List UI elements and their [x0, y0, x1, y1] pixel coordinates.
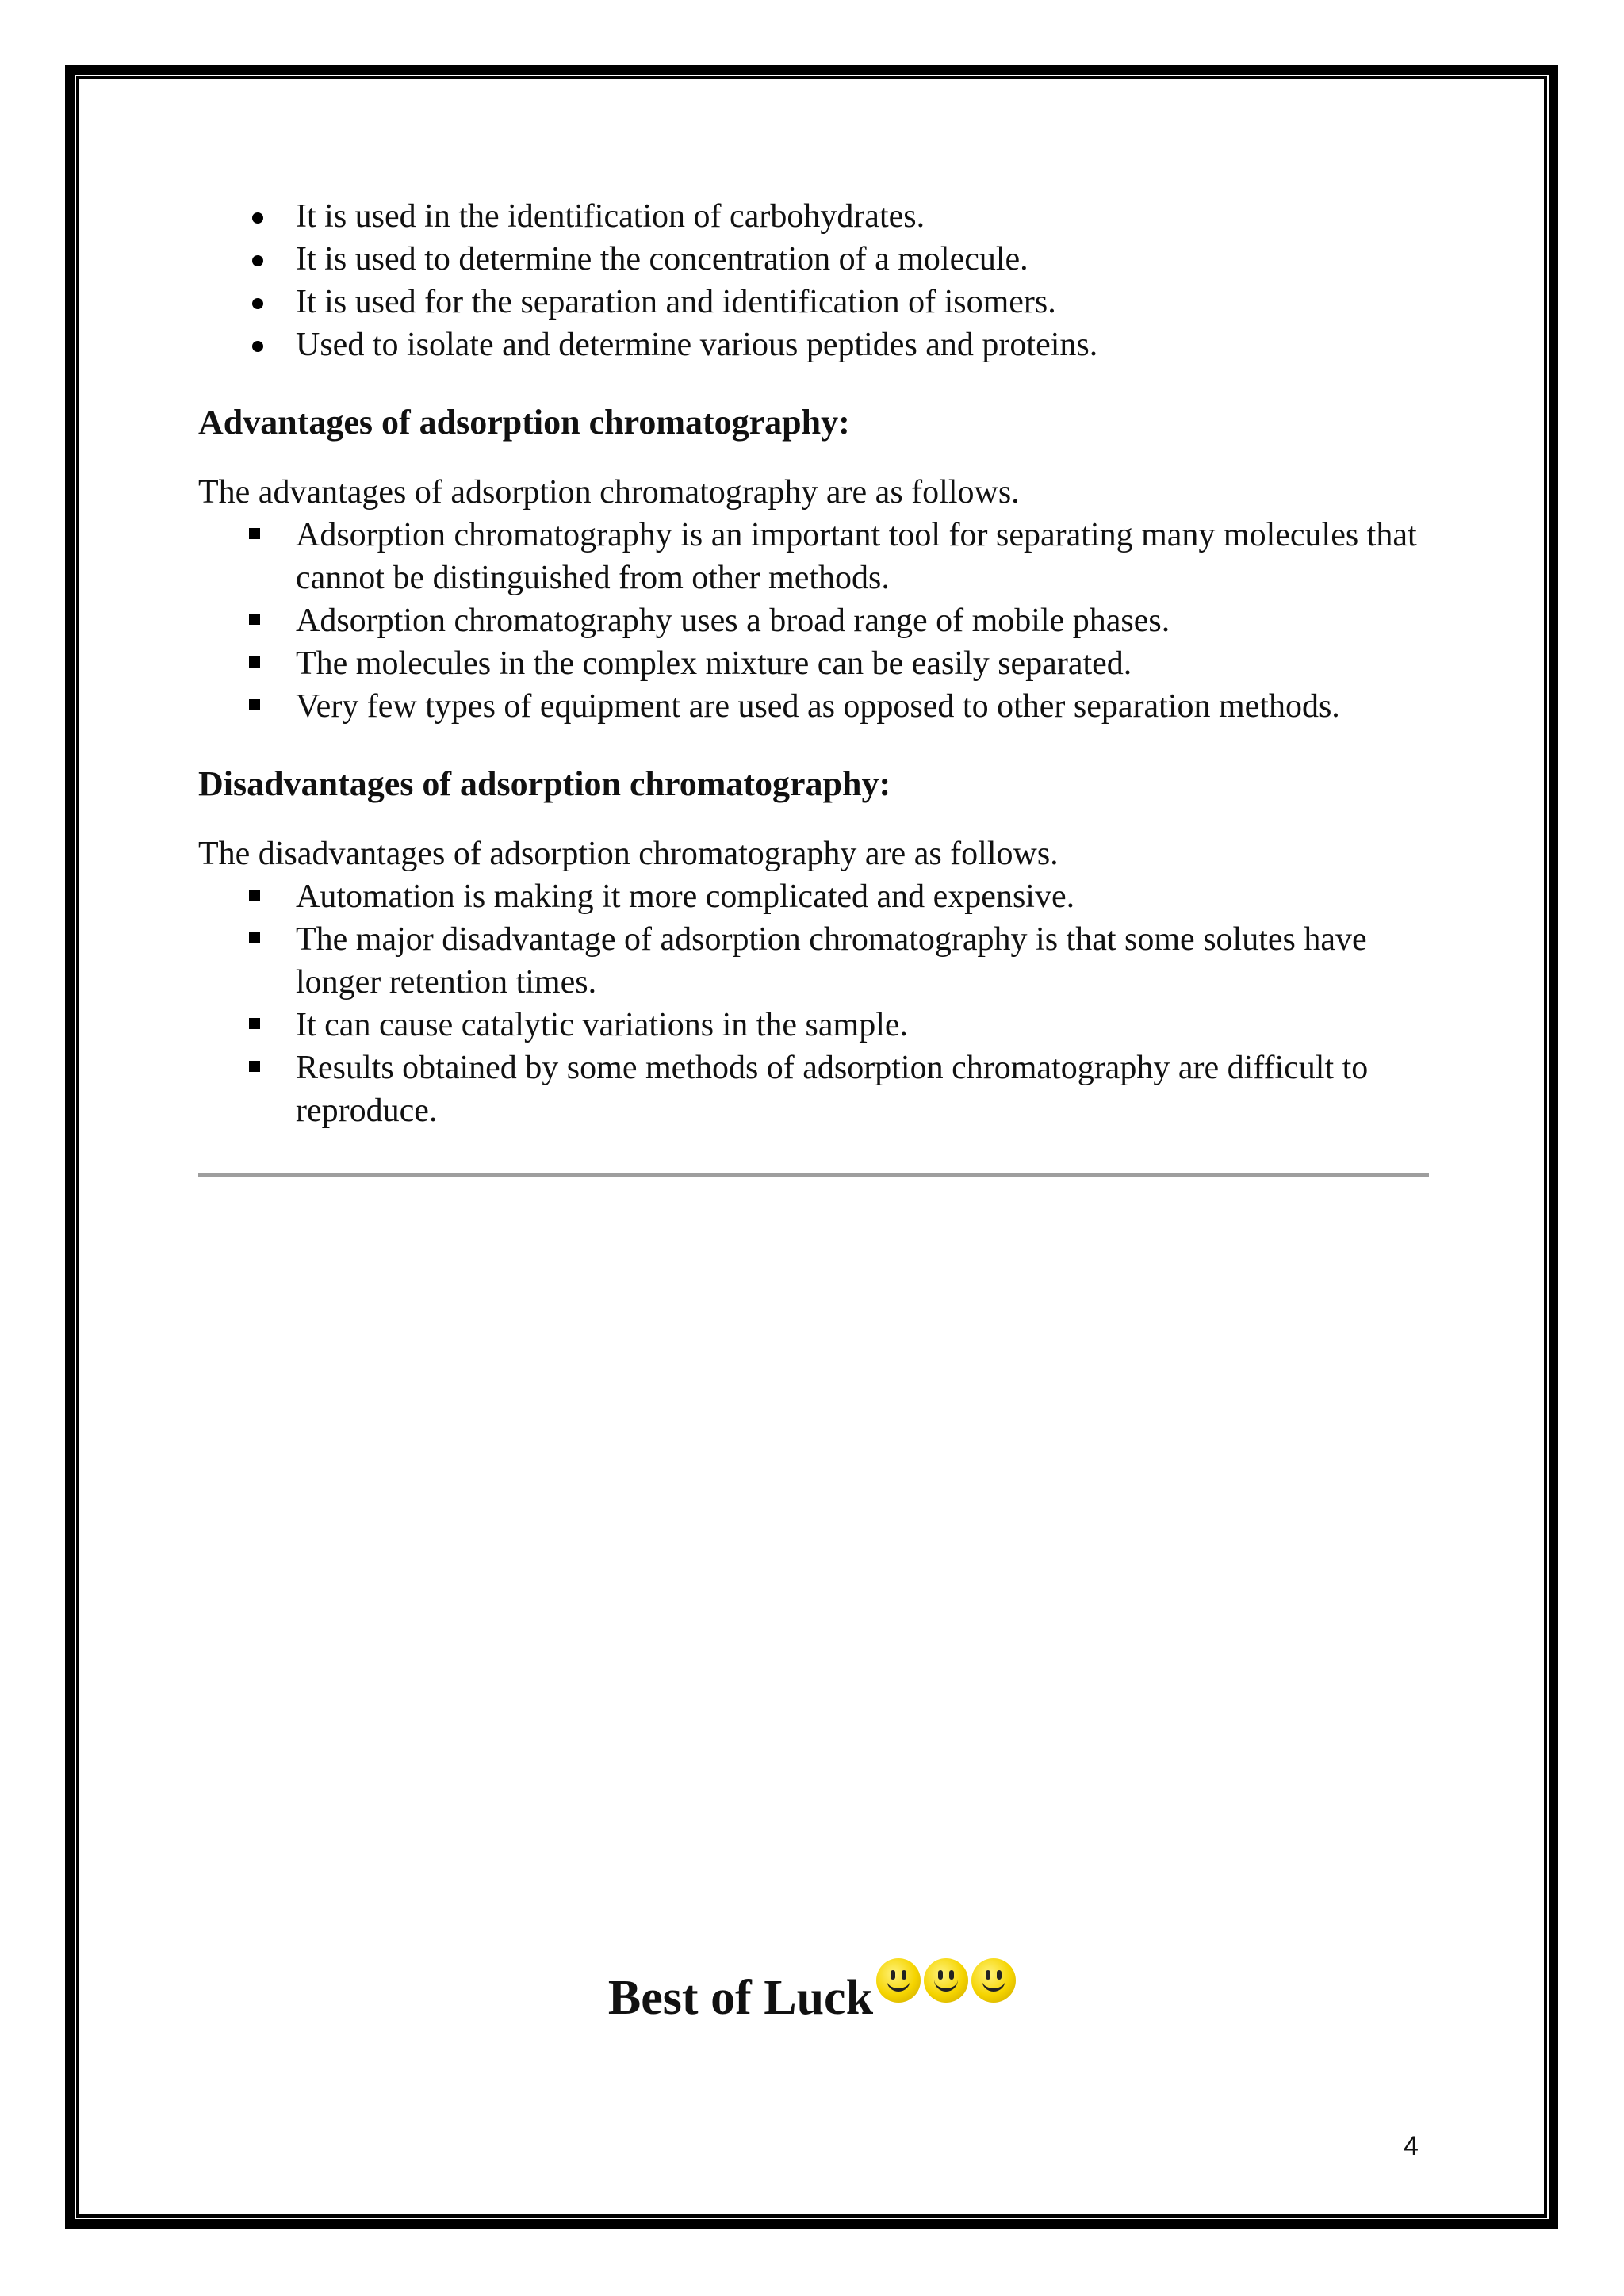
advantages-list: [198, 514, 1429, 728]
list-item: Very few types of equipment are used as opposed to other separation methods.: [198, 685, 1429, 728]
uses-list: [198, 195, 1429, 366]
smiley-icon: [924, 1958, 968, 2003]
closing-text: Best of Luck: [607, 1971, 874, 2025]
list-item: Adsorption chromatography uses a broad range of mobile phases.: [198, 599, 1429, 642]
list-item: Used to isolate and determine various peptides and proteins.: [198, 323, 1429, 366]
page-content: [198, 195, 1429, 1177]
smiley-icon: [876, 1958, 921, 2003]
disadvantages-intro: The disadvantages of adsorption chromatography are as follows.: [198, 836, 1059, 872]
disadvantages-heading: Disadvantages of adsorption chromatography:: [198, 764, 891, 803]
advantages-intro: The advantages of adsorption chromatography are as follows.: [198, 474, 1020, 511]
horizontal-divider: [198, 1173, 1429, 1177]
list-item: The molecules in the complex mixture can be easily separated.: [198, 642, 1429, 685]
disadvantages-list: [198, 875, 1429, 1132]
page-number: 4: [1404, 2131, 1419, 2161]
smiley-icon: [971, 1958, 1016, 2003]
list-item: It can cause catalytic variations in the sample.: [198, 1004, 1429, 1047]
list-item: It is used to determine the concentration of a molecule.: [198, 238, 1429, 281]
list-item: Adsorption chromatography is an important tool for separating many molecules that cannot be distinguished from other methods.: [198, 514, 1429, 599]
list-item: The major disadvantage of adsorption chromatography is that some solutes have longer retention times.: [198, 918, 1429, 1004]
advantages-heading: Advantages of adsorption chromatography:: [198, 403, 850, 442]
list-item: It is used in the identification of carbohydrates.: [198, 195, 1429, 238]
list-item: It is used for the separation and identification of isomers.: [198, 281, 1429, 323]
list-item: Automation is making it more complicated and expensive.: [198, 875, 1429, 918]
closing-message: [0, 1958, 1624, 2030]
list-item: Results obtained by some methods of adsorption chromatography are difficult to reproduce.: [198, 1047, 1429, 1132]
